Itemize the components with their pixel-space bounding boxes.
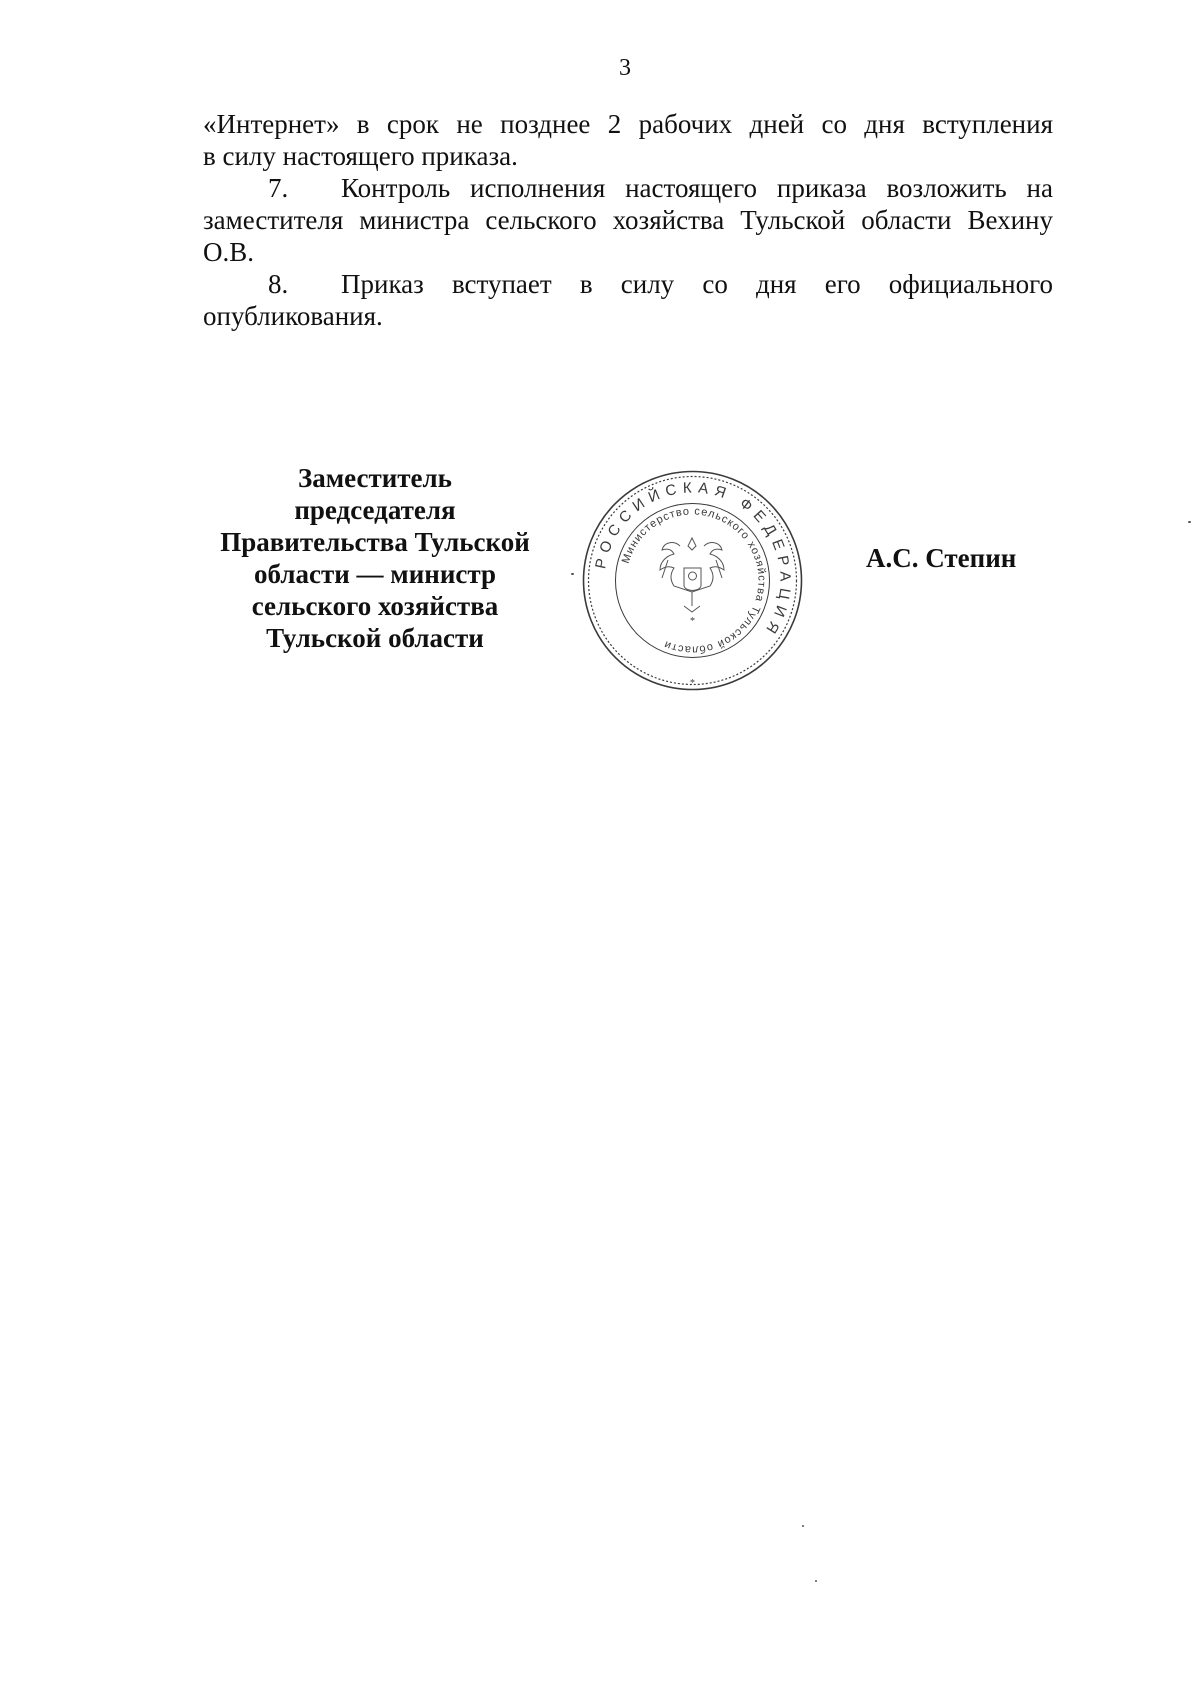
seal-inner-text: Министерство сельского хозяйства Тульской области [619, 505, 768, 656]
paragraph-7-text: Контроль исполнения настоящего приказа возложить на заместителя министра сельского хозяйства Тульской области Вехину О.В. [203, 173, 1053, 267]
seal-star-outer: * [690, 678, 695, 689]
scan-speck [1188, 521, 1191, 523]
signatory-title-line: области — министр [254, 559, 496, 589]
seal-outer-text: РОССИЙСКАЯ ФЕДЕРАЦИЯ [592, 479, 794, 642]
page-number: 3 [619, 55, 631, 81]
paragraph-6-line-1: «Интернет» в срок не позднее 2 рабочих дней со дня вступления [203, 109, 1053, 139]
paragraph-6-line-2: в силу настоящего приказа. [203, 141, 518, 171]
official-seal [580, 468, 805, 693]
paragraph-6-continuation [203, 108, 1053, 140]
paragraph-6-continuation-end [203, 140, 1053, 172]
scan-speck [815, 1580, 817, 1582]
document-body [203, 108, 1053, 332]
double-headed-eagle-icon [660, 538, 724, 612]
paragraph-8-text: Приказ вступает в силу со дня его официального опубликования. [203, 269, 1053, 331]
signatory-title-line: сельского хозяйства [251, 591, 499, 621]
scan-speck [802, 1525, 804, 1527]
seal-star-bottom: * [690, 616, 695, 627]
signatory-title-line: Правительства Тульской [220, 527, 530, 557]
scan-speck [571, 573, 574, 575]
paragraph-7-number: 7. [268, 173, 289, 203]
paragraph-7 [203, 172, 1053, 268]
paragraph-8-number: 8. [268, 269, 289, 299]
signatory-name: А.С. Степин [866, 543, 1017, 573]
paragraph-8 [203, 268, 1053, 332]
signatory-title-line: Заместитель [298, 463, 452, 493]
signatory-title-line: председателя [294, 495, 456, 525]
signatory-title-line: Тульской области [266, 623, 484, 653]
signatory-title [205, 462, 545, 654]
